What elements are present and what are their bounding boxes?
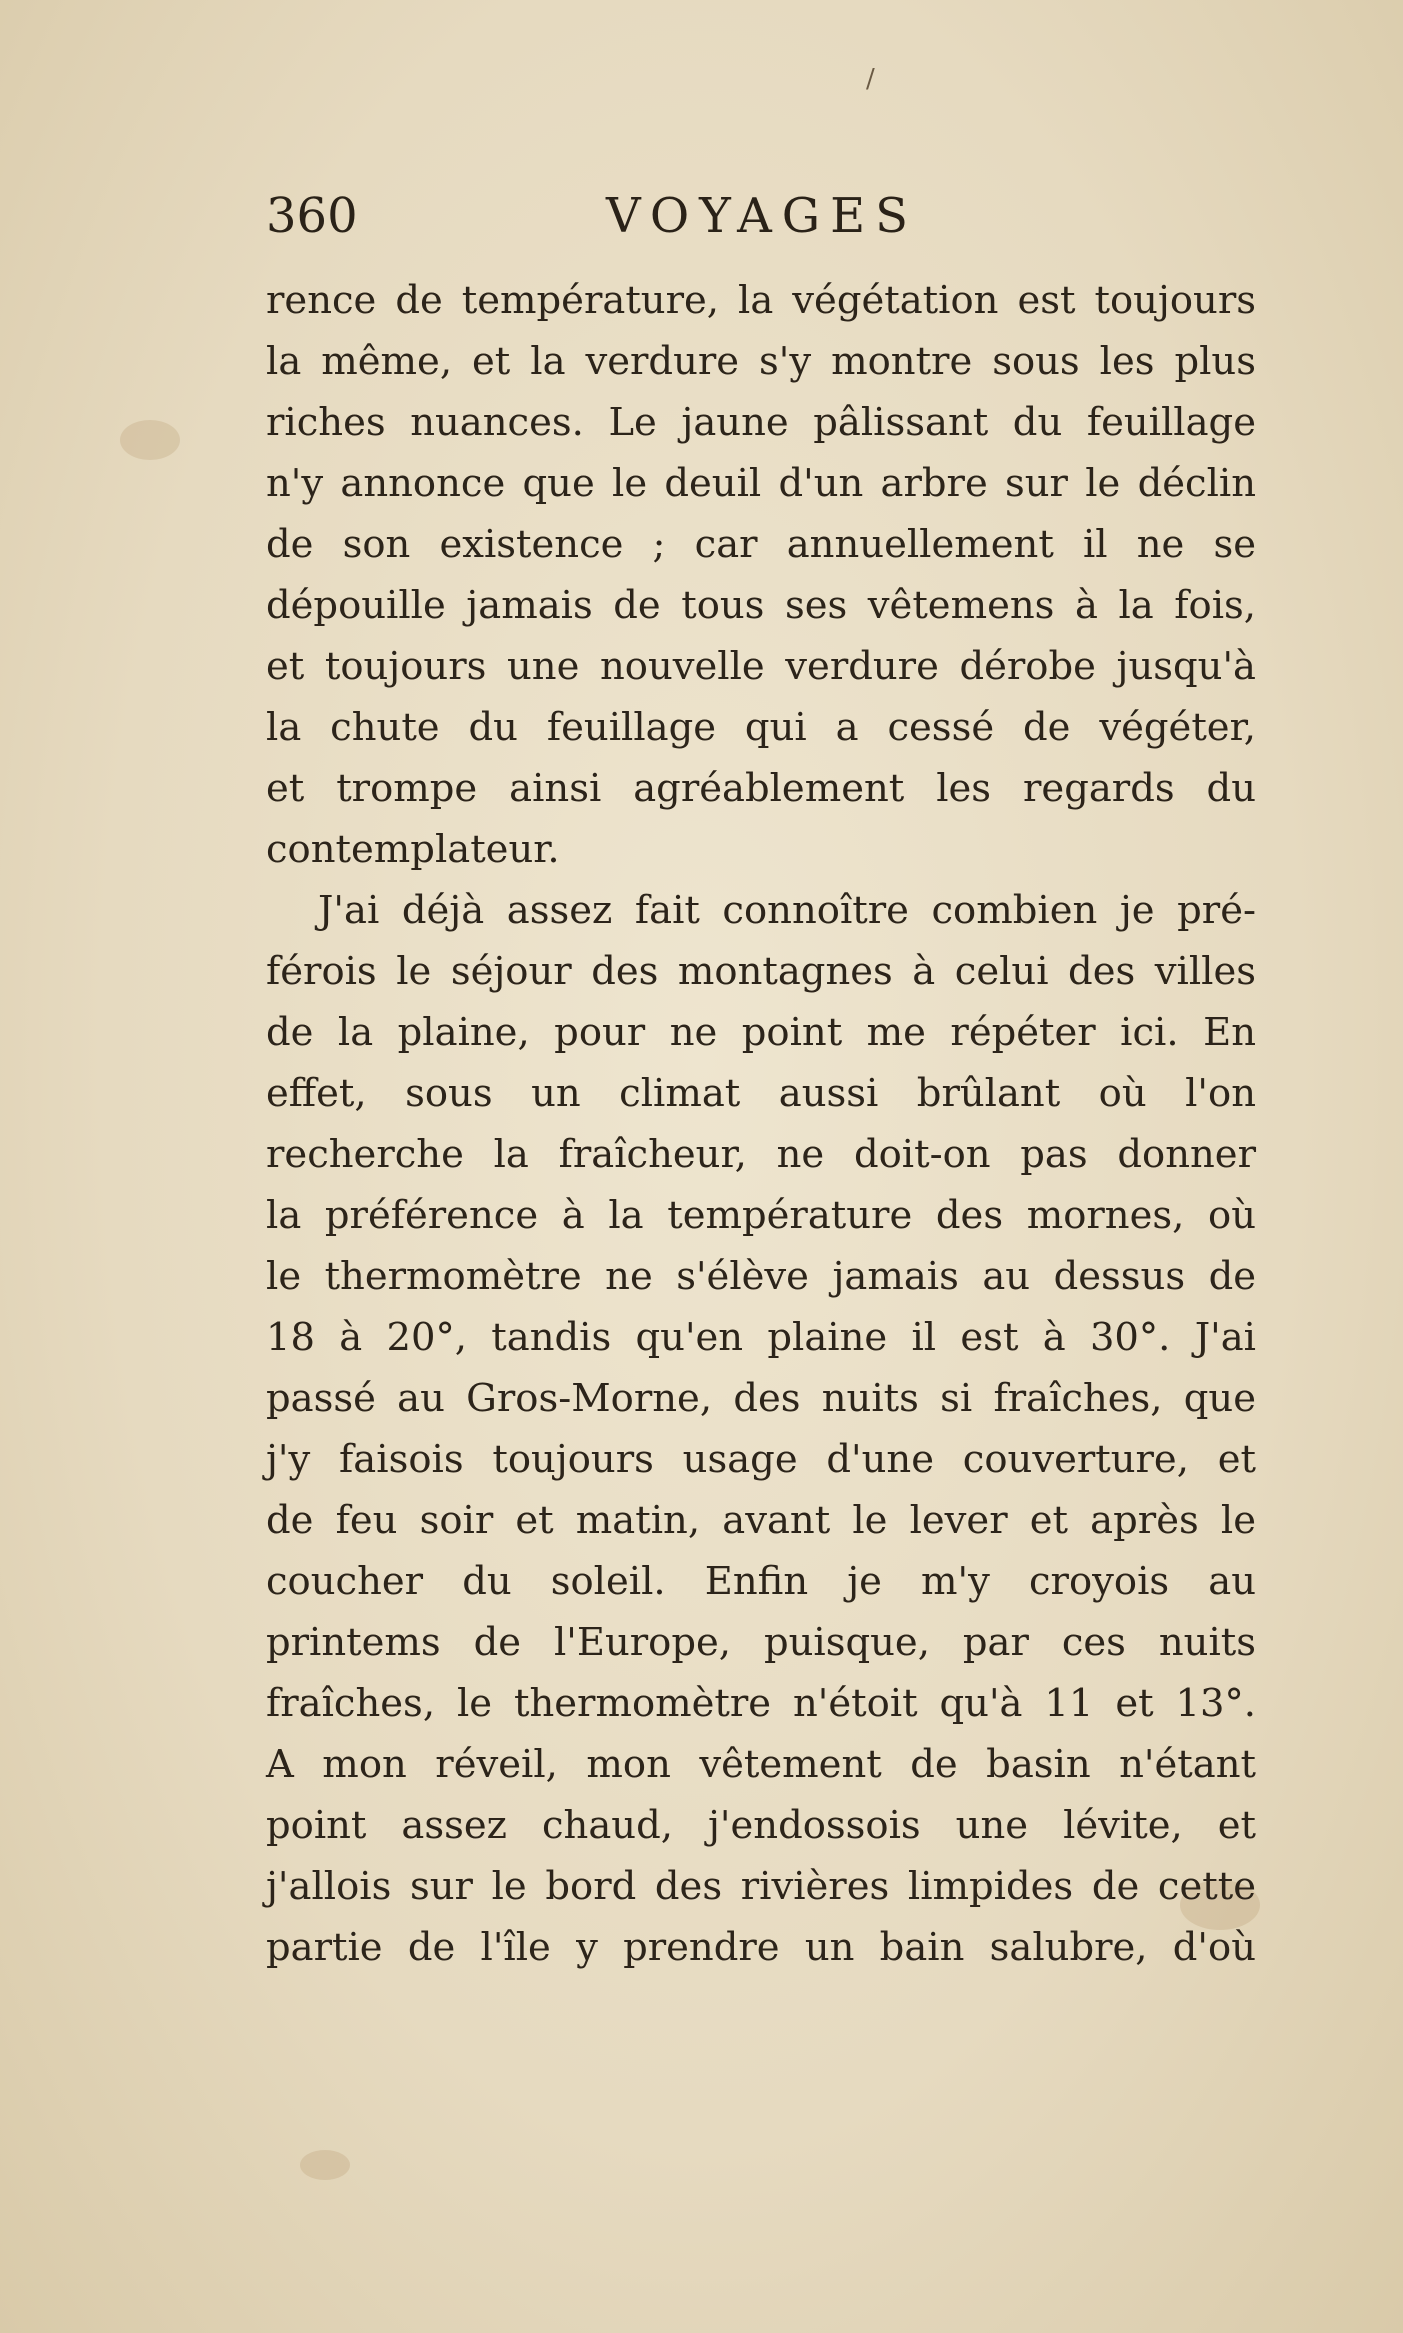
- text-line: de feu soir et matin, avant le lever et après le: [266, 1498, 1256, 1543]
- text-line: effet, sous un climat aussi brûlant où l'on: [266, 1071, 1256, 1116]
- text-line: férois le séjour des montagnes à celui des villes: [266, 949, 1256, 994]
- body-text: [266, 270, 1256, 1978]
- text-line: partie de l'île y prendre un bain salubre, d'où: [266, 1925, 1256, 1970]
- text-line: de son existence ; car annuellement il ne se: [266, 522, 1256, 567]
- text-line: la même, et la verdure s'y montre sous les plus: [266, 339, 1256, 384]
- ink-tick-mark: /: [866, 64, 875, 94]
- page-number: 360: [266, 188, 358, 244]
- text-line: point assez chaud, j'endossois une lévite, et: [266, 1803, 1256, 1848]
- text-line: printems de l'Europe, puisque, par ces nuits: [266, 1620, 1256, 1665]
- text-line: 18 à 20°, tandis qu'en plaine il est à 30°. J'ai: [266, 1315, 1256, 1360]
- paper-stain: [120, 420, 180, 460]
- text-line: et trompe ainsi agréablement les regards du: [266, 766, 1256, 811]
- text-line: la chute du feuillage qui a cessé de végéter,: [266, 705, 1256, 750]
- text-line: passé au Gros-Morne, des nuits si fraîches, que: [266, 1376, 1256, 1421]
- page-header: [266, 188, 926, 258]
- text-line: fraîches, le thermomètre n'étoit qu'à 11 et 13°.: [266, 1681, 1256, 1726]
- text-line: j'y faisois toujours usage d'une couverture, et: [266, 1437, 1256, 1482]
- text-line: n'y annonce que le deuil d'un arbre sur le déclin: [266, 461, 1256, 506]
- text-line: A mon réveil, mon vêtement de basin n'étant: [266, 1742, 1256, 1787]
- text-line-paragraph-end: contemplateur.: [266, 827, 560, 872]
- text-line: et toujours une nouvelle verdure dérobe jusqu'à: [266, 644, 1256, 689]
- text-line: de la plaine, pour ne point me répéter ici. En: [266, 1010, 1256, 1055]
- running-title: VOYAGES: [606, 188, 919, 244]
- paper-stain: [300, 2150, 350, 2180]
- text-line: la préférence à la température des mornes, où: [266, 1193, 1256, 1238]
- text-line: recherche la fraîcheur, ne doit-on pas donner: [266, 1132, 1256, 1177]
- text-line: coucher du soleil. Enfin je m'y croyois au: [266, 1559, 1256, 1604]
- text-line: j'allois sur le bord des rivières limpides de cette: [266, 1864, 1256, 1909]
- text-line: le thermomètre ne s'élève jamais au dessus de: [266, 1254, 1256, 1299]
- text-line-paragraph-start: J'ai déjà assez fait connoître combien je pré-: [318, 888, 1256, 933]
- text-line: rence de température, la végétation est toujours: [266, 278, 1256, 323]
- text-line: riches nuances. Le jaune pâlissant du feuillage: [266, 400, 1256, 445]
- text-line: dépouille jamais de tous ses vêtemens à la fois,: [266, 583, 1256, 628]
